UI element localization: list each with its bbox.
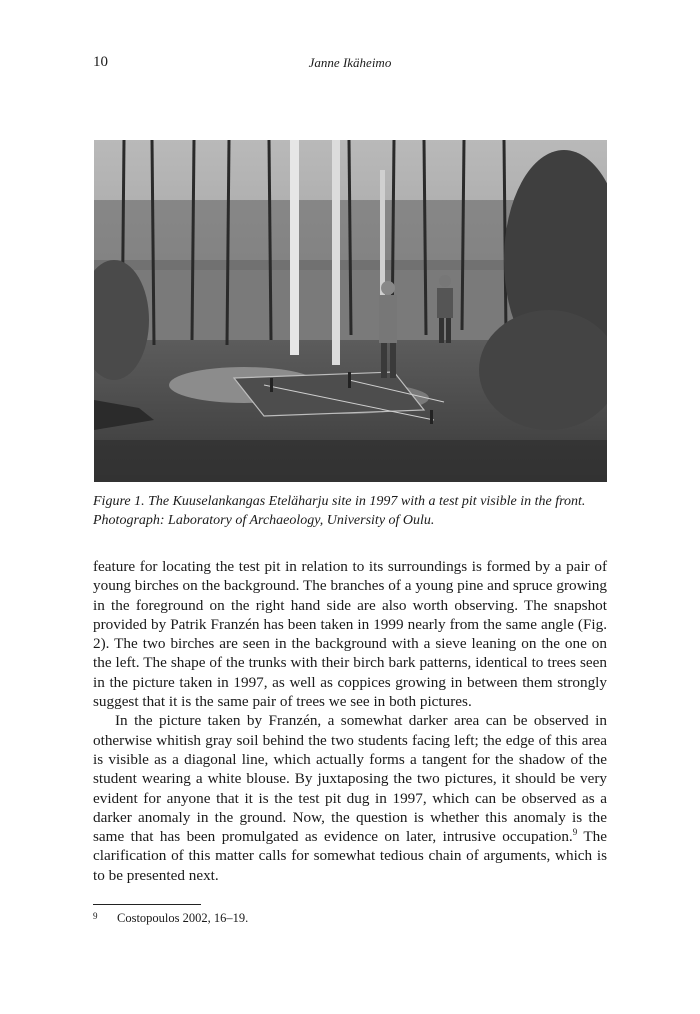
paragraph-2-text: In the picture taken by Franzén, a somewhat darker area can be observed in otherwise whitish gray soil behind the two students facing left; the edge of this area is visible as a diagonal line, which actually forms a tangent for the shadow of the student wearing a white blouse. By juxtaposing the two pictures, it should be very evident for anyone that it is the test pit dug in 1997, which can be observed as a darker anomaly in the ground. Now, the question is whether this anomaly is the same that has been promulgated as evidence on later, intrusive occupation. <box>93 712 607 846</box>
footnote-reference: 9 <box>572 827 578 838</box>
footnote-text: Costopoulos 2002, 16–19. <box>117 911 249 925</box>
photo-illustration <box>94 140 607 482</box>
forest-excavation-photo <box>94 140 607 482</box>
page-number: 10 <box>93 54 108 70</box>
figure-caption <box>93 492 607 530</box>
paragraph-2-continuation: The clarification of this matter calls for somewhat tedious chain of arguments, which is to be presented next. <box>93 828 608 884</box>
running-head: Janne Ikäheimo <box>308 55 392 70</box>
footnote-number: 9 <box>93 911 98 921</box>
figure-caption-line-2: Photograph: Laboratory of Archaeology, University of Oulu. <box>93 513 435 528</box>
footnote <box>93 911 607 926</box>
figure-caption-line-1: Figure 1. The Kuuselankangas Eteläharju site in 1997 with a test pit visible in the front. <box>93 494 586 509</box>
paragraph-2 <box>93 711 607 885</box>
footnote-divider <box>93 904 201 905</box>
page-header <box>93 54 607 74</box>
body-text <box>93 557 607 885</box>
paragraph-1: feature for locating the test pit in relation to its surroundings is formed by a pair of young birches on the background. The branches of a young pine and spruce growing in the foreground on the right hand side are also worth observing. The snapshot provided by Patrik Franzén has been taken in 1999 nearly from the same angle (Fig. 2). The two birches are seen in the background with a sieve leaning on the one on the left. The shape of the trunks with their birch bark patterns, identical to trees seen in the picture taken in 1997, as well as coppices growing in between them strongly suggest that it is the same pair of trees we see in both pictures. <box>93 558 607 711</box>
